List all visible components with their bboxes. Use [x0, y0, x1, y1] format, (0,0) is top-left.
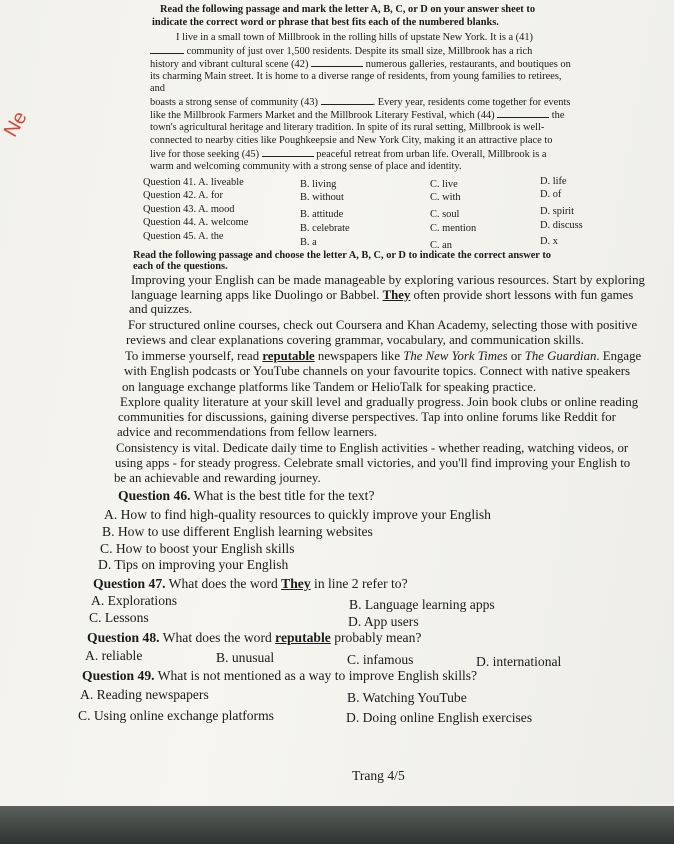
- blank: [497, 109, 549, 118]
- q49-option-d: D. Doing online English exercises: [346, 710, 533, 725]
- passage2-line: advice and recommendations from fellow learners.: [117, 425, 378, 439]
- passage1-line: its charming Main street. It is home to a diverse range of residents, from young families to retirees,: [150, 71, 562, 82]
- passage2-line: on language exchange platforms like Tandem or HelioTalk for speaking practice.: [122, 380, 537, 394]
- page-number: Trang 4/5: [352, 768, 405, 783]
- q49-stem: Question 49. What is not mentioned as a way to improve English skills?: [82, 668, 478, 683]
- q46-option-d: D. Tips on improving your English: [98, 557, 289, 572]
- q48-option-a: A. reliable: [85, 648, 143, 663]
- q48-option-b: B. unusual: [216, 650, 275, 665]
- q42-option-b: B. without: [300, 192, 344, 203]
- q49-option-b: B. Watching YouTube: [347, 690, 467, 705]
- underlined-word-they: They: [382, 288, 411, 302]
- passage2-line: language learning apps like Duolingo or Babbel. They often provide short lessons with fun games: [131, 288, 634, 302]
- passage2-line: using apps - for steady progress. Celebrate small victories, and you'll find improving your English to: [115, 456, 631, 470]
- passage1-line: I live in a small town of Millbrook in the rolling hills of upstate New York. It is a (41): [176, 32, 533, 43]
- passage2-line: reviews and clear explanations covering grammar, vocabulary, and communication skills.: [126, 333, 584, 347]
- q41-option-b: B. living: [300, 179, 337, 190]
- q45-option-d: D. x: [540, 236, 558, 247]
- passage2-line: Improving your English can be made manageable by exploring various resources. Start by exploring: [131, 273, 645, 287]
- passage2-line: and quizzes.: [129, 302, 193, 316]
- q48-option-c: C. infamous: [347, 652, 414, 667]
- red-ink-mark: Ne: [0, 107, 32, 141]
- blank: [321, 96, 373, 105]
- passage1-line: and: [150, 83, 166, 94]
- passage1-line: history and vibrant cultural scene (42) numerous galleries, restaurants, and boutiques on: [150, 59, 571, 70]
- q49-option-c: C. Using online exchange platforms: [78, 708, 274, 723]
- q44-option-b: B. celebrate: [300, 223, 350, 234]
- passage1-line: community of just over 1,500 residents. Despite its small size, Millbrook has a rich: [150, 45, 532, 58]
- passage2-line: Explore quality literature at your skill level and gradually progress. Join book clubs or online reading: [120, 395, 639, 409]
- blank: [262, 148, 314, 157]
- q47-option-d: D. App users: [348, 614, 419, 629]
- passage2-line: be an achievable and rewarding journey.: [114, 471, 321, 485]
- q43-option-c: C. soul: [430, 209, 460, 220]
- part1-instruction-line2: indicate the correct word or phrase that best fits each of the numbered blanks.: [152, 17, 499, 28]
- passage2-line: To immerse yourself, read reputable newspapers like The New York Times or The Guardian. Engage: [125, 349, 642, 363]
- q41-option-d: D. life: [540, 176, 567, 187]
- q46-option-b: B. How to use different English learning websites: [102, 524, 373, 539]
- passage1-line: town's agricultural heritage and literary tradition. In spite of its rural setting, Millbrook is well-: [150, 122, 545, 133]
- q45-option-b: B. a: [300, 237, 317, 248]
- part1-instruction-line1: Read the following passage and mark the letter A, B, C, or D on your answer sheet to: [160, 4, 536, 15]
- blank: [311, 58, 363, 67]
- q43-option-b: B. attitude: [300, 209, 344, 220]
- q44-option-d: D. discuss: [540, 220, 583, 231]
- q47-option-b: B. Language learning apps: [349, 597, 495, 612]
- q41-option-c: C. live: [430, 179, 458, 190]
- passage2-line: For structured online courses, check out Coursera and Khan Academy, selecting those with positive: [128, 318, 638, 332]
- q46-stem: Question 46. What is the best title for the text?: [118, 488, 375, 503]
- q43-option-d: D. spirit: [540, 206, 575, 217]
- passage2-line: Consistency is vital. Dedicate daily time to English activities - whether reading, watching videos, or: [116, 441, 629, 455]
- passage1-line: boasts a strong sense of community (43) . Every year, residents come together for events: [150, 97, 571, 108]
- passage2-line: communities for discussions, gaining diverse perspectives. Tap into online forums like Reddit for: [118, 410, 616, 424]
- blank: [150, 45, 184, 54]
- passage1-line: live for those seeking (45) peaceful retreat from urban life. Overall, Millbrook is a: [150, 149, 547, 160]
- passage1-line: warm and welcoming community with a strong sense of place and identity.: [150, 161, 462, 172]
- q43-label: Question 43. A. mood: [143, 204, 235, 215]
- q47-stem: Question 47. What does the word They in line 2 refer to?: [93, 576, 408, 591]
- q42-option-c: C. with: [430, 192, 461, 203]
- q42-label: Question 42. A. for: [143, 190, 223, 201]
- q44-label: Question 44. A. welcome: [143, 217, 249, 228]
- part2-instruction-line1: Read the following passage and choose the letter A, B, C, or D to indicate the correct answer to: [133, 250, 551, 261]
- q48-option-d: D. international: [476, 654, 562, 669]
- part2-instruction-line2: each of the questions.: [133, 261, 228, 272]
- q47-option-c: C. Lessons: [89, 610, 149, 625]
- passage1-line: like the Millbrook Farmers Market and the Millbrook Literary Festival, which (44) the: [150, 110, 565, 121]
- q41-label: Question 41. A. liveable: [143, 177, 244, 188]
- q45-label: Question 45. A. the: [143, 231, 224, 242]
- q44-option-c: C. mention: [430, 223, 477, 234]
- q42-option-d: D. of: [540, 189, 562, 200]
- passage2-line: with English podcasts or YouTube channels on your favourite topics. Connect with native speakers: [124, 364, 631, 378]
- q46-option-a: A. How to find high-quality resources to quickly improve your English: [104, 507, 491, 522]
- q47-option-a: A. Explorations: [91, 593, 178, 608]
- q49-option-a: A. Reading newspapers: [80, 687, 209, 702]
- passage1-line: connected to nearby cities like Poughkeepsie and New York City, making it an attractive place to: [150, 135, 553, 146]
- q48-stem: Question 48. What does the word reputable probably mean?: [87, 630, 422, 645]
- q45-option-c: C. an: [430, 240, 452, 251]
- desk-background: [0, 806, 674, 844]
- q46-option-c: C. How to boost your English skills: [100, 541, 295, 556]
- underlined-word-reputable: reputable: [262, 349, 315, 363]
